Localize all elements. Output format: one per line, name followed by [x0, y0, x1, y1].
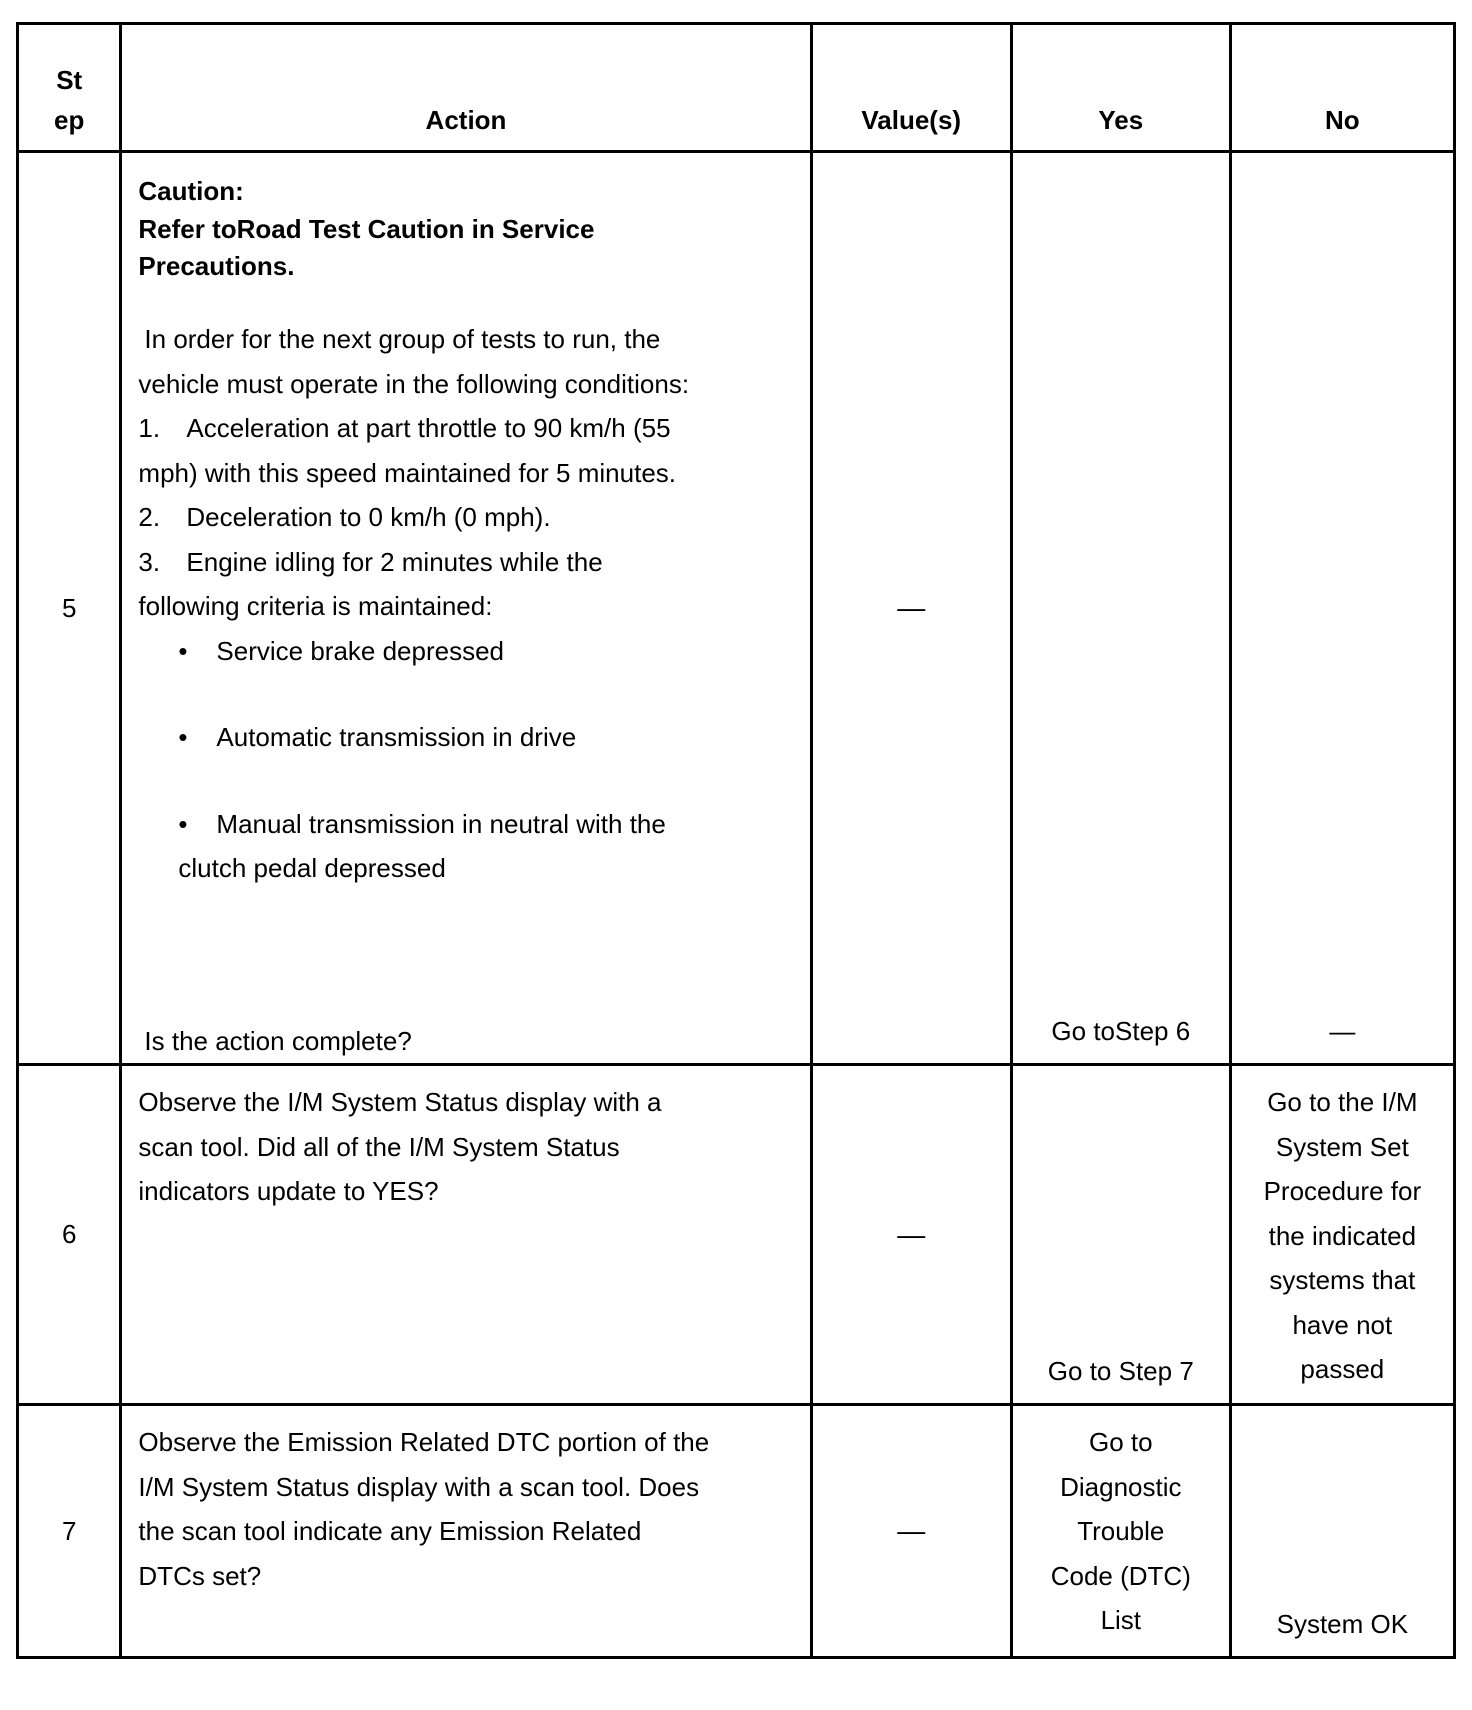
item3-line2: following criteria is maintained: — [138, 591, 493, 621]
action-line: Observe the Emission Related DTC portion of the — [138, 1427, 710, 1457]
bullet-item — [178, 715, 793, 760]
intro-line2: vehicle must operate in the following conditions: — [138, 368, 690, 399]
action-line: Observe the I/M System Status display with a — [138, 1087, 662, 1117]
list-item — [138, 406, 793, 451]
yes-cell: Go toStep 6 — [1011, 152, 1230, 1065]
no-line: System Set — [1275, 1131, 1409, 1162]
item-number: 1. — [138, 413, 161, 443]
table-row — [18, 1405, 1455, 1658]
bullet-icon: • — [178, 635, 188, 666]
no-cell — [1230, 1065, 1454, 1405]
step-number: 5 — [18, 152, 121, 1065]
action-line: scan tool. Did all of the I/M System Status — [138, 1131, 620, 1162]
header-yes: Yes — [1011, 24, 1230, 152]
item1-line2: mph) with this speed maintained for 5 minutes. — [138, 457, 677, 488]
question: Is the action complete? — [144, 1025, 412, 1056]
action-line: the scan tool indicate any Emission Related — [138, 1516, 642, 1546]
bullet-item — [178, 629, 793, 674]
bullet-icon: • — [178, 722, 188, 752]
no-line: passed — [1300, 1354, 1385, 1384]
header-action: Action — [121, 24, 811, 152]
action-cell — [121, 1405, 811, 1658]
bullet-text: Service brake depressed — [216, 635, 505, 666]
step-number: 6 — [18, 1065, 121, 1405]
no-line: Go to the I/M — [1267, 1087, 1418, 1117]
bullet-icon: • — [178, 808, 188, 839]
item-text: Engine idling for 2 minutes while the — [186, 546, 603, 577]
list-item — [138, 495, 793, 540]
item-number: 2. — [138, 502, 161, 532]
caution-line2: Precautions. — [138, 251, 295, 281]
bullet-text: Automatic transmission in drive — [216, 722, 577, 752]
yes-cell — [1011, 1405, 1230, 1658]
yes-line: Trouble — [1077, 1516, 1165, 1546]
item-number: 3. — [138, 546, 161, 577]
header-step-line2: ep — [54, 105, 85, 135]
action-line: DTCs set? — [138, 1560, 262, 1591]
table-row — [18, 152, 1455, 1065]
action-cell — [121, 152, 811, 1065]
bullet3-line2: clutch pedal depressed — [178, 853, 446, 883]
action-cell — [121, 1065, 811, 1405]
value-cell: — — [811, 1405, 1011, 1658]
no-cell: System OK — [1230, 1405, 1454, 1658]
header-step-line1: St — [56, 65, 83, 95]
table-row — [18, 1065, 1455, 1405]
no-line: systems that — [1269, 1265, 1416, 1295]
bullet-text: Manual transmission in neutral with the — [216, 808, 666, 839]
caution-line1: Refer toRoad Test Caution in Service — [138, 214, 595, 244]
header-row — [18, 24, 1455, 152]
value-cell: — — [811, 152, 1011, 1065]
header-no: No — [1230, 24, 1454, 152]
value-cell: — — [811, 1065, 1011, 1405]
no-line: the indicated — [1268, 1220, 1417, 1251]
yes-line: Diagnostic — [1060, 1471, 1182, 1502]
yes-line: Go to — [1089, 1427, 1153, 1457]
action-line: I/M System Status display with a scan tool. Does — [138, 1471, 700, 1502]
no-line: have not — [1292, 1309, 1393, 1340]
yes-line: List — [1100, 1605, 1142, 1635]
yes-line: Code (DTC) — [1050, 1560, 1191, 1591]
header-step — [18, 24, 121, 152]
header-values: Value(s) — [811, 24, 1011, 152]
item-text: Deceleration to 0 km/h (0 mph). — [186, 502, 551, 532]
list-item — [138, 540, 793, 585]
no-line: Procedure for — [1263, 1176, 1422, 1206]
item-text: Acceleration at part throttle to 90 km/h (55 — [186, 413, 671, 443]
action-line: indicators update to YES? — [138, 1176, 439, 1206]
no-cell: — — [1230, 152, 1454, 1065]
intro-line1: In order for the next group of tests to run, the — [144, 324, 661, 354]
bullet-item — [178, 802, 793, 847]
caution-title: Caution: — [138, 176, 244, 206]
yes-cell: Go to Step 7 — [1011, 1065, 1230, 1405]
diagnostic-procedure-table — [16, 22, 1456, 1659]
step-number: 7 — [18, 1405, 121, 1658]
